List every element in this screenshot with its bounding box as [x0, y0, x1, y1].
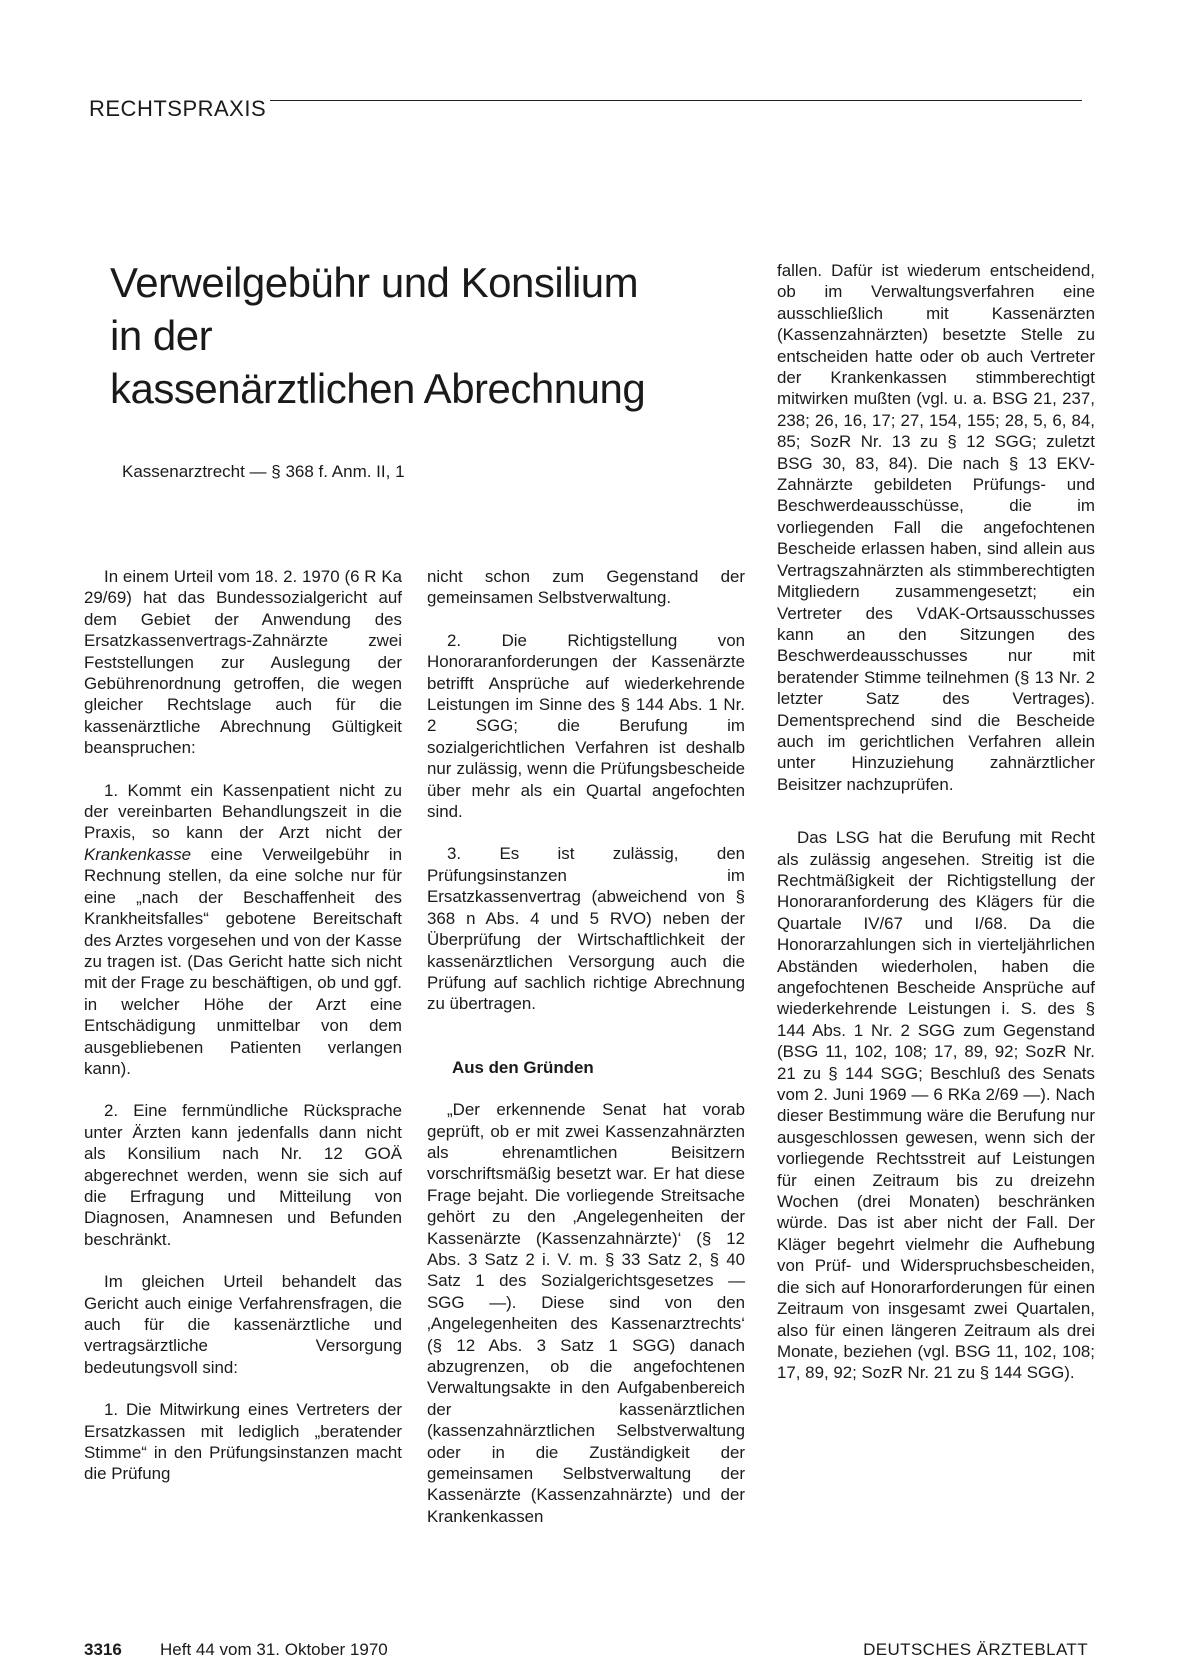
section-heading: Aus den Gründen — [452, 1057, 594, 1077]
column-2 — [427, 566, 745, 1548]
title-line-3: kassenärztlichen Abrechnung — [110, 365, 646, 412]
emphasis-text: Krankenkasse — [84, 844, 192, 864]
paragraph: nicht schon zum Gegenstand der gemeinsamen Selbstverwaltung. — [427, 567, 745, 608]
journal-name: DEUTSCHES ÄRZTEBLATT — [863, 1640, 1088, 1659]
paragraph: fallen. Dafür ist wiederum entscheidend, ob im Verwaltungsverfahren eine ausschließlich mit Kassenärzten (Kassenzahnärzten) besetzte Stelle zu entscheiden hatte oder ob auch Vertreter der Krankenkassen stimmberechtigt mitwirken mußten (vgl. u. a. BSG 21, 237, 238; 26, 16, 17; 27, 154, 155; 28, 5, 6, 84, 85; SozR Nr. 13 zu § 12 SGG; zuletzt BSG 30, 83, 84). Die nach § 13 EKV-Zahnärzte gebildeten Prüfungs- und Beschwerdeausschüsse, die im vorliegenden Fall die angefochtenen Bescheide erlassen haben, sind allein aus Vertragszahnärzten als stimmberechtigten Mitgliedern zusammengesetzt; ein Vertreter des VdAK-Ortsausschusses kann an den Sitzungen des Beschwerdeausschusses nur mit beratender Stimme teilnehmen (§ 13 Nr. 2 letzter Satz des Vertrages). Dementsprechend sind die Bescheide auch im gerichtlichen Verfahren allein unter Hinzuziehung zahnärztlicher Beisitzer nachzuprüfen. — [777, 261, 1095, 794]
paragraph: 2. Die Richtigstellung von Honoraranforderungen der Kassenärzte betrifft Ansprüche auf wiederkehrende Leistungen im Sinne des § 144 Abs. 1 Nr. 2 SGG; die Berufung im sozialgerichtlichen Verfahren ist deshalb nur zulässig, wenn die Prüfungsbescheide über mehr als ein Quartal angefochten sind. — [427, 630, 745, 822]
paragraph: „Der erkennende Senat hat vorab geprüft, ob er mit zwei Kassenzahnärzten als ehrenamtlichen Beisitzern vorschriftsmäßig besetzt war. Er hat diese Frage bejaht. Die vorliegende Streitsache gehört zu den ‚Angelegenheiten der Kassenärzte (Kassenzahnärzte)‘ (§ 12 Abs. 3 Satz 2 i. V. m. § 33 Satz 2, § 40 Satz 1 des Sozialgerichtsgesetzes — SGG —). Diese sind von den ‚Angelegenheiten des Kassenarztrechts‘ (§ 12 Abs. 3 Satz 1 SGG) danach abzugrenzen, ob die angefochtenen Verwaltungsakte in den Aufgabenbereich der kassenärztlichen (kassenzahnärztlichen Selbstverwaltung oder in die Zuständigkeit der gemeinsamen Selbstverwaltung der Kassenärzte (Kassenzahnärzte) und der Krankenkassen — [427, 1100, 745, 1526]
paragraph: Im gleichen Urteil behandelt das Gericht auch einige Verfahrensfragen, die auch für die kassenärztliche und vertragsärztliche Versorgung bedeutungsvoll sind: — [84, 1272, 402, 1377]
column-3 — [777, 260, 1095, 1405]
text-run: 1. Kommt ein Kassenpatient nicht zu der vereinbarten Behandlungszeit in die Praxis, so kann der Arzt nicht der — [84, 780, 402, 843]
paragraph: 2. Eine fernmündliche Rücksprache unter Ärzten kann jedenfalls dann nicht als Konsilium nach Nr. 12 GOÄ abgerechnet werden, wenn sie sich auf die Erfragung und Mitteilung von Diagnosen, Anamnesen und Befunden beschränkt. — [84, 1101, 402, 1249]
paragraph — [84, 780, 402, 1080]
issue-info: Heft 44 vom 31. Oktober 1970 — [160, 1640, 388, 1659]
paragraph: Das LSG hat die Berufung mit Recht als zulässig angesehen. Streitig ist die Rechtmäßigkeit der Richtigstellung der Honoraranforderung des Klägers für die Quartale IV/67 und I/68. Da die Honorarzahlungen sich in vierteljährlichen Abständen wiederholen, haben die angefochtenen Bescheide Ansprüche auf wiederkehrende Leistungen i. S. des § 144 Abs. 1 Nr. 2 SGG zum Gegenstand (BSG 11, 102, 108; 17, 89, 92; SozR Nr. 21 zu § 144 SGG; Beschluß des Senats vom 2. Juni 1969 — 6 RKa 2/69 —). Nach dieser Bestimmung wäre die Berufung nur ausgeschlossen gewesen, wenn sich der vorliegende Rechtsstreit auf Leistungen für einen Zeitraum bis zu dreizehn Wochen (drei Monaten) beschränken würde. Das ist aber nicht der Fall. Der Kläger begehrt vielmehr die Aufhebung von Prüf- und Widerspruchsbescheiden, die sich auf Honorarforderungen für einen Zeitraum von insgesamt zwei Quartalen, also für einen längeren Zeitraum als drei Monate, beziehen (vgl. BSG 11, 102, 108; 17, 89, 92; SozR Nr. 21 zu § 144 SGG). — [777, 828, 1095, 1383]
title-line-2: in der — [110, 312, 213, 359]
paragraph: In einem Urteil vom 18. 2. 1970 (6 R Ka 29/69) hat das Bundessozialgericht auf dem Gebiet der Anwendung des Ersatzkassenvertrags-Zahnärzte zwei Feststellungen zur Auslegung der Gebührenordnung getroffen, die wegen gleicher Rechtslage auch für die kassenärztliche Abrechnung Gültigkeit beanspruchen: — [84, 567, 402, 758]
paragraph: 3. Es ist zulässig, den Prüfungsinstanzen im Ersatzkassenvertrag (abweichend von § 368 n Abs. 4 und 5 RVO) neben der Überprüfung der Wirtschaftlichkeit der kassenärztlichen Versorgung auch die Prüfung auf sachlich richtige Abrechnung zu übertragen. — [427, 844, 745, 1014]
section-rule — [270, 100, 1082, 101]
paragraph: 1. Die Mitwirkung eines Vertreters der Ersatzkassen mit lediglich „beratender Stimme“ in den Prüfungsinstanzen macht die Prüfung — [84, 1400, 402, 1484]
text-run: eine Verweilgebühr in Rechnung stellen, da eine solche nur für eine „nach der Beschaffenheit des Krankheitsfalles“ gebotene Bereitschaft des Arztes vorgesehen und von der Kasse zu tragen ist. (Das Gericht hatte sich nicht mit der Frage zu beschäftigen, ob und ggf. in welcher Höhe der Arzt eine Entschädigung unmittelbar von dem ausgebliebenen Patienten verlangen kann). — [84, 844, 402, 1078]
section-label: RECHTSPRAXIS — [89, 96, 267, 121]
title-line-1: Verweilgebühr und Konsilium — [110, 259, 639, 306]
column-1 — [84, 566, 402, 1506]
page-number: 3316 — [84, 1640, 122, 1659]
article-title — [110, 256, 750, 415]
article-subtitle: Kassenarztrecht — § 368 f. Anm. II, 1 — [122, 462, 405, 481]
